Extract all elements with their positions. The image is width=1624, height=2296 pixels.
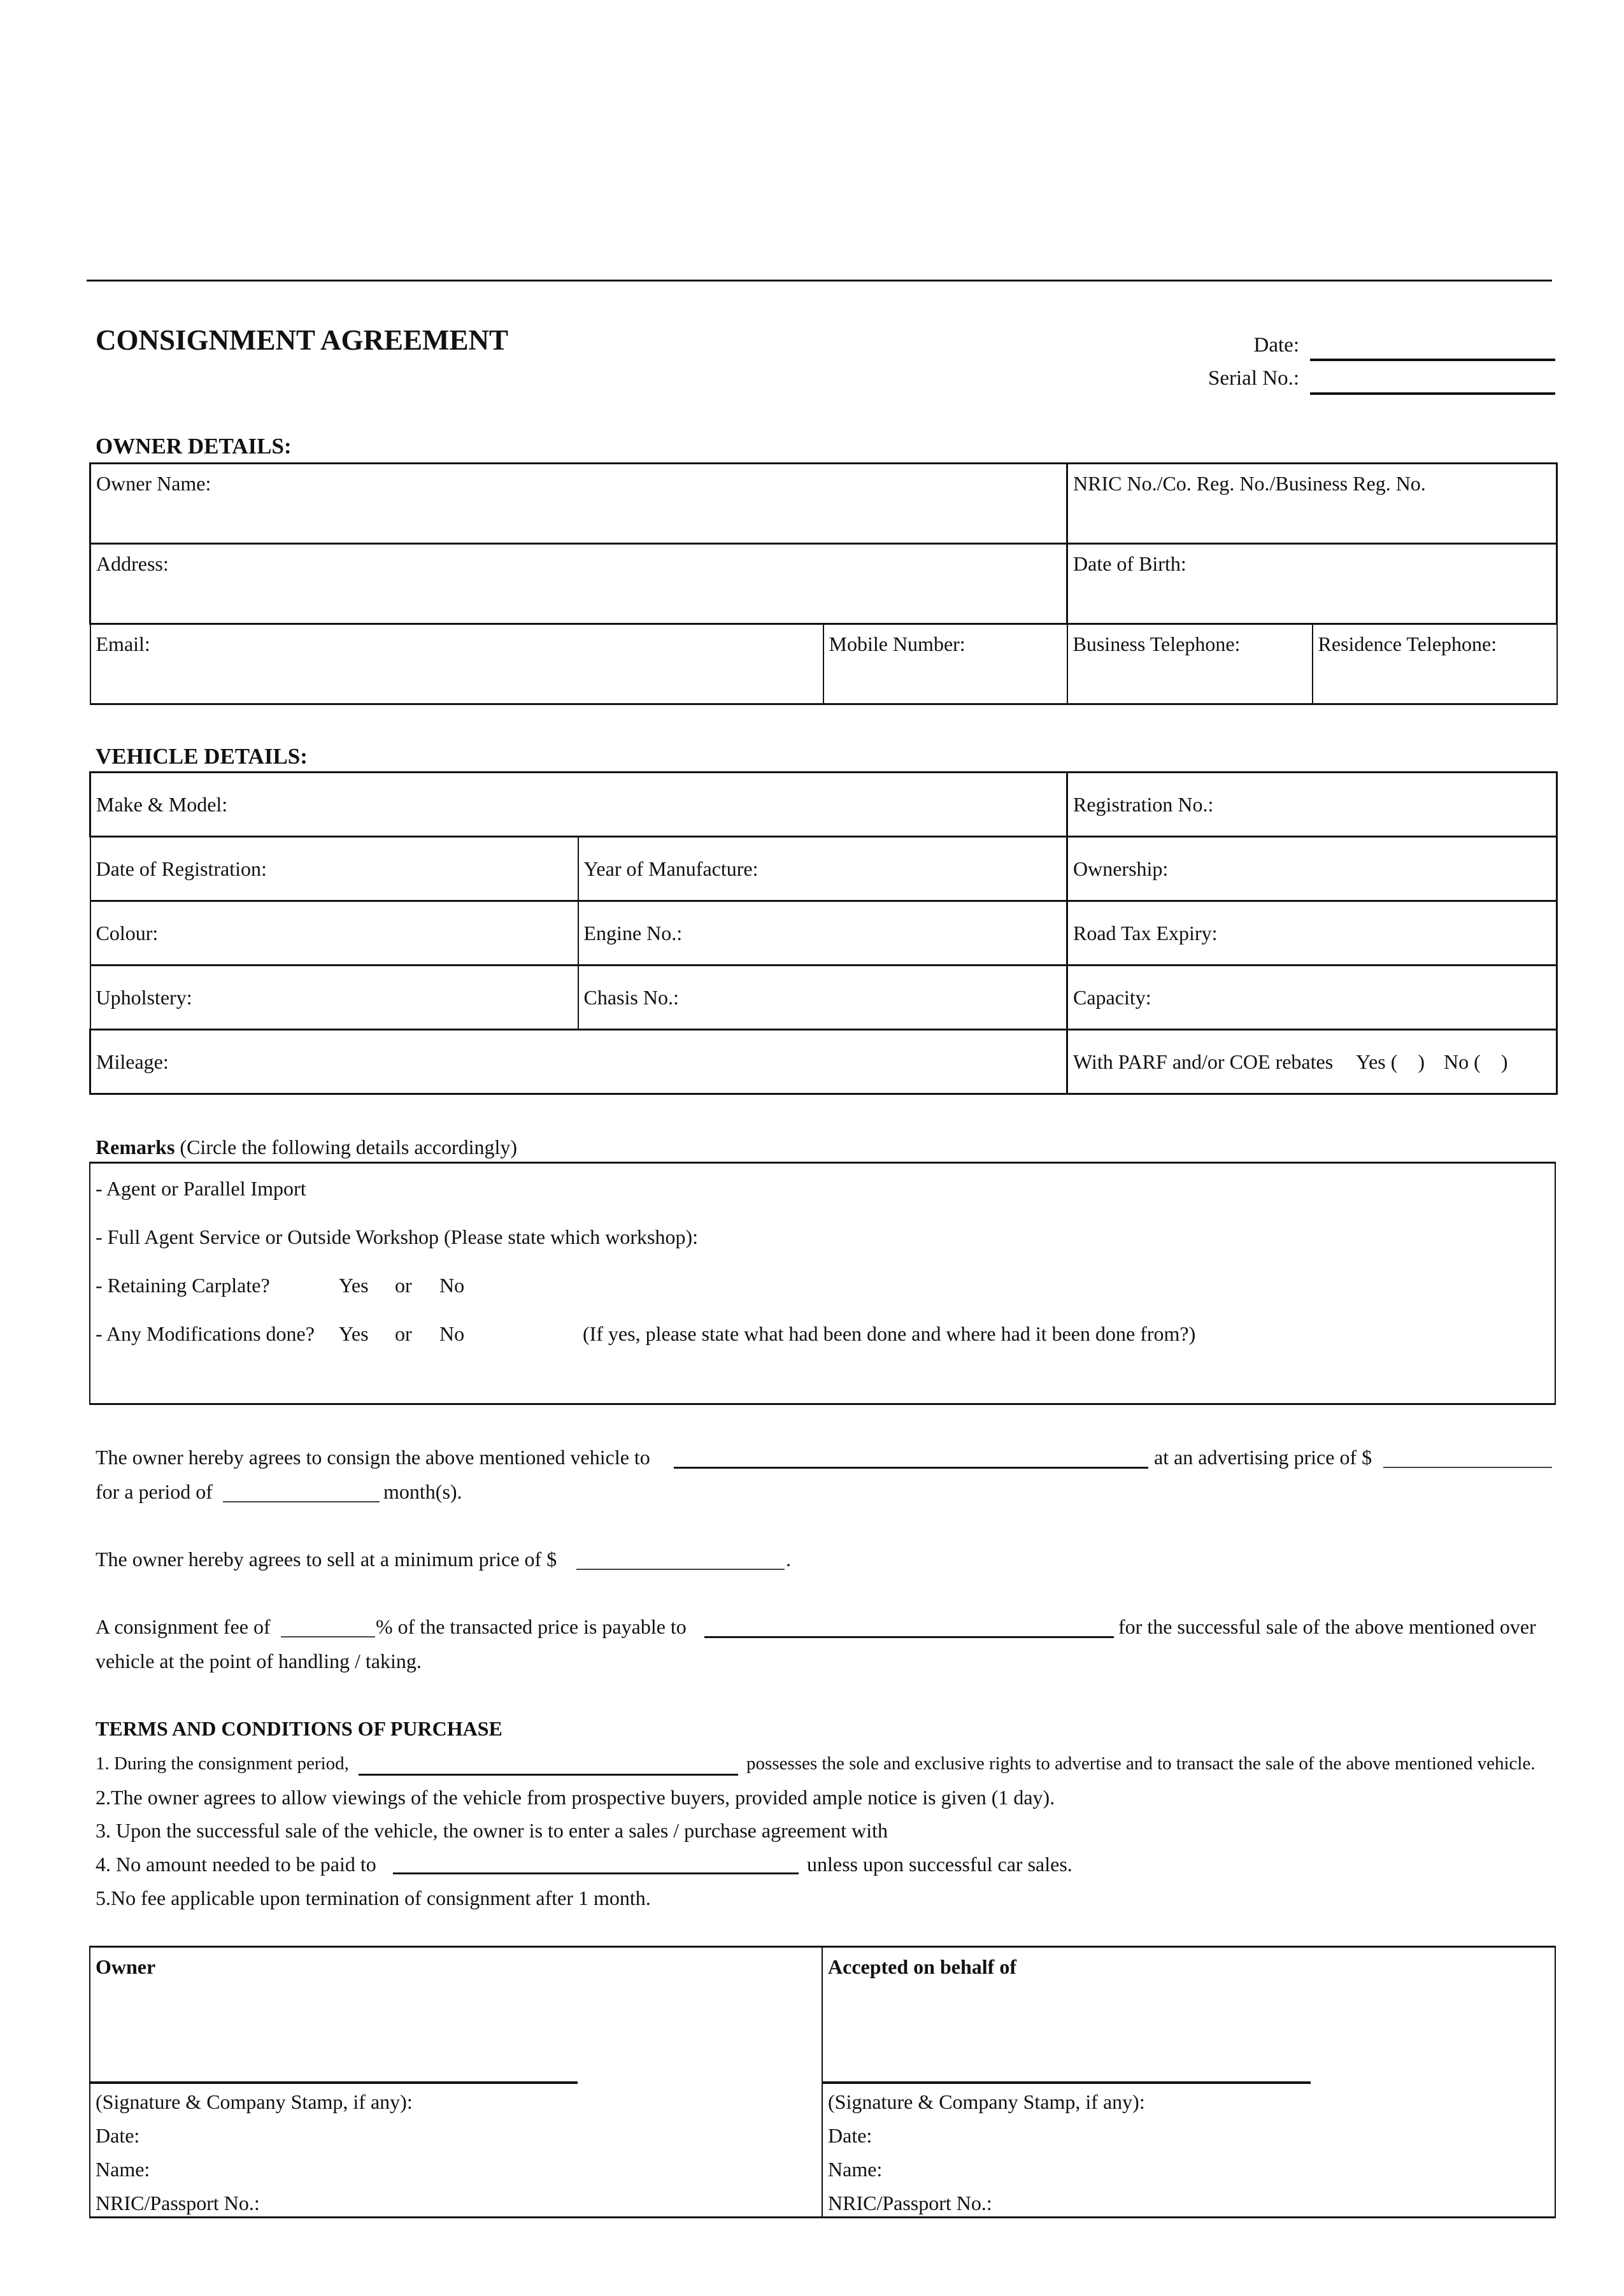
accepted-signature-label: (Signature & Company Stamp, if any): <box>828 2090 1145 2113</box>
consign-text-2: at an advertising price of $ <box>1154 1446 1372 1469</box>
remarks-heading-bold: Remarks <box>96 1136 175 1159</box>
nric-field[interactable] <box>1067 464 1557 544</box>
advertising-price-blank[interactable] <box>1383 1467 1552 1468</box>
terms-heading: TERMS AND CONDITIONS OF PURCHASE <box>96 1717 502 1740</box>
fee-text-2: % of the transacted price is payable to <box>376 1615 687 1638</box>
date-registration-label: Date of Registration: <box>96 857 267 880</box>
fee-text-1: A consignment fee of <box>96 1615 271 1638</box>
parf-coe-label: With PARF and/or COE rebates <box>1073 1050 1334 1073</box>
min-price-blank[interactable] <box>576 1569 785 1570</box>
year-manufacture-label: Year of Manufacture: <box>583 857 759 880</box>
owner-details-table <box>89 462 1558 705</box>
term-4-text-1: 4. No amount needed to be paid to <box>96 1853 376 1876</box>
email-field[interactable] <box>90 624 823 704</box>
vehicle-details-heading: VEHICLE DETAILS: <box>96 744 308 769</box>
top-divider <box>87 280 1552 282</box>
fee-percent-blank[interactable] <box>281 1636 375 1637</box>
carplate-no-option[interactable]: No <box>439 1274 465 1297</box>
min-price-text-1: The owner hereby agrees to sell at a minimum price of $ <box>96 1548 557 1571</box>
mobile-label: Mobile Number: <box>829 632 965 655</box>
period-blank[interactable] <box>223 1501 380 1502</box>
capacity-field[interactable] <box>1067 966 1557 1030</box>
document-title: CONSIGNMENT AGREEMENT <box>96 324 509 356</box>
owner-details-heading: OWNER DETAILS: <box>96 434 292 459</box>
term-4-text-2: unless upon successful car sales. <box>807 1853 1072 1876</box>
colour-field[interactable] <box>90 901 578 966</box>
owner-name-label[interactable]: Name: <box>96 2158 150 2181</box>
serial-label: Serial No.: <box>1208 367 1299 390</box>
term-2: 2.The owner agrees to allow viewings of the vehicle from prospective buyers, provided ample notice is given (1 day). <box>96 1786 1055 1809</box>
parf-coe-field <box>1067 1030 1557 1094</box>
accepted-name-label[interactable]: Name: <box>828 2158 883 2181</box>
date-registration-field[interactable] <box>90 837 578 901</box>
ownership-label: Ownership: <box>1073 857 1169 880</box>
term-5: 5.No fee applicable upon termination of consignment after 1 month. <box>96 1886 651 1909</box>
modifications-or-text: or <box>395 1322 412 1345</box>
colour-label: Colour: <box>96 922 159 945</box>
owner-id-label[interactable]: NRIC/Passport No.: <box>96 2192 260 2214</box>
owner-signature-line[interactable] <box>89 2081 578 2084</box>
modifications-no-option[interactable]: No <box>439 1322 465 1345</box>
make-model-label: Make & Model: <box>96 793 228 816</box>
upholstery-label: Upholstery: <box>96 986 192 1009</box>
registration-no-label: Registration No.: <box>1073 793 1214 816</box>
consign-text-1: The owner hereby agrees to consign the above mentioned vehicle to <box>96 1446 650 1469</box>
engine-no-label: Engine No.: <box>583 922 683 945</box>
road-tax-label: Road Tax Expiry: <box>1073 922 1218 945</box>
ownership-field[interactable] <box>1067 837 1557 901</box>
remarks-heading-note: (Circle the following details accordingly) <box>180 1136 518 1159</box>
mobile-field[interactable] <box>823 624 1067 704</box>
accepted-id-label[interactable]: NRIC/Passport No.: <box>828 2192 992 2214</box>
mileage-field[interactable] <box>90 1030 1067 1094</box>
fee-text-3: for the successful sale of the above mentioned over <box>1118 1615 1536 1638</box>
accepted-date-label[interactable]: Date: <box>828 2124 873 2147</box>
remarks-heading <box>96 1137 517 1157</box>
consignee-blank[interactable] <box>674 1467 1148 1469</box>
period-text-2: month(s). <box>383 1480 462 1503</box>
period-text-1: for a period of <box>96 1480 213 1503</box>
nric-label: NRIC No./Co. Reg. No./Business Reg. No. <box>1073 472 1426 495</box>
owner-signature-heading: Owner <box>96 1955 156 1978</box>
remark-agent-parallel[interactable]: - Agent or Parallel Import <box>96 1177 306 1200</box>
business-tel-field[interactable] <box>1067 624 1313 704</box>
mileage-label: Mileage: <box>96 1050 169 1073</box>
date-field[interactable] <box>1310 359 1555 361</box>
address-field[interactable] <box>90 544 1067 624</box>
fee-text-line-2: vehicle at the point of handling / taking. <box>96 1650 422 1672</box>
owner-signature-label: (Signature & Company Stamp, if any): <box>96 2090 413 2113</box>
remarks-box <box>89 1162 1556 1405</box>
dob-field[interactable] <box>1067 544 1557 624</box>
owner-date-label[interactable]: Date: <box>96 2124 140 2147</box>
upholstery-field[interactable] <box>90 966 578 1030</box>
modifications-yes-option[interactable]: Yes <box>339 1322 369 1345</box>
make-model-field[interactable] <box>90 773 1067 837</box>
min-price-text-2: . <box>786 1548 791 1571</box>
parf-yes-option[interactable]: Yes ( ) <box>1356 1050 1425 1073</box>
remark-carplate-label: - Retaining Carplate? <box>96 1274 270 1297</box>
serial-field[interactable] <box>1310 392 1555 395</box>
vehicle-details-table <box>89 771 1558 1095</box>
address-label: Address: <box>96 552 169 575</box>
residence-tel-field[interactable] <box>1313 624 1557 704</box>
date-label: Date: <box>1253 334 1299 357</box>
fee-payee-blank[interactable] <box>704 1636 1114 1638</box>
owner-name-label: Owner Name: <box>96 472 211 495</box>
parf-no-option[interactable]: No ( ) <box>1444 1050 1508 1073</box>
residence-tel-label: Residence Telephone: <box>1318 632 1497 655</box>
road-tax-field[interactable] <box>1067 901 1557 966</box>
term-1-text-2: possesses the sole and exclusive rights to advertise and to transact the sale of the above mentioned vehicle. <box>746 1753 1535 1774</box>
term-1-blank[interactable] <box>359 1774 738 1776</box>
carplate-yes-option[interactable]: Yes <box>339 1274 369 1297</box>
remark-modifications-label: - Any Modifications done? <box>96 1322 315 1345</box>
term-4-blank[interactable] <box>393 1872 799 1874</box>
chasis-no-field[interactable] <box>578 966 1067 1030</box>
owner-name-field[interactable] <box>90 464 1067 544</box>
accepted-signature-heading: Accepted on behalf of <box>828 1955 1016 1978</box>
business-tel-label: Business Telephone: <box>1072 632 1241 655</box>
chasis-no-label: Chasis No.: <box>583 986 679 1009</box>
remark-service-workshop[interactable]: - Full Agent Service or Outside Workshop (Please state which workshop): <box>96 1225 699 1248</box>
capacity-label: Capacity: <box>1073 986 1151 1009</box>
registration-no-field[interactable] <box>1067 773 1557 837</box>
engine-no-field[interactable] <box>578 901 1067 966</box>
term-1-text-1: 1. During the consignment period, <box>96 1753 349 1774</box>
email-label: Email: <box>96 632 150 655</box>
term-3: 3. Upon the successful sale of the vehicle, the owner is to enter a sales / purchase agreement with <box>96 1819 888 1842</box>
accepted-signature-line[interactable] <box>822 2081 1311 2084</box>
year-manufacture-field[interactable] <box>578 837 1067 901</box>
carplate-or-text: or <box>395 1274 412 1297</box>
dob-label: Date of Birth: <box>1073 552 1186 575</box>
modifications-note: (If yes, please state what had been done and where had it been done from?) <box>583 1322 1196 1345</box>
